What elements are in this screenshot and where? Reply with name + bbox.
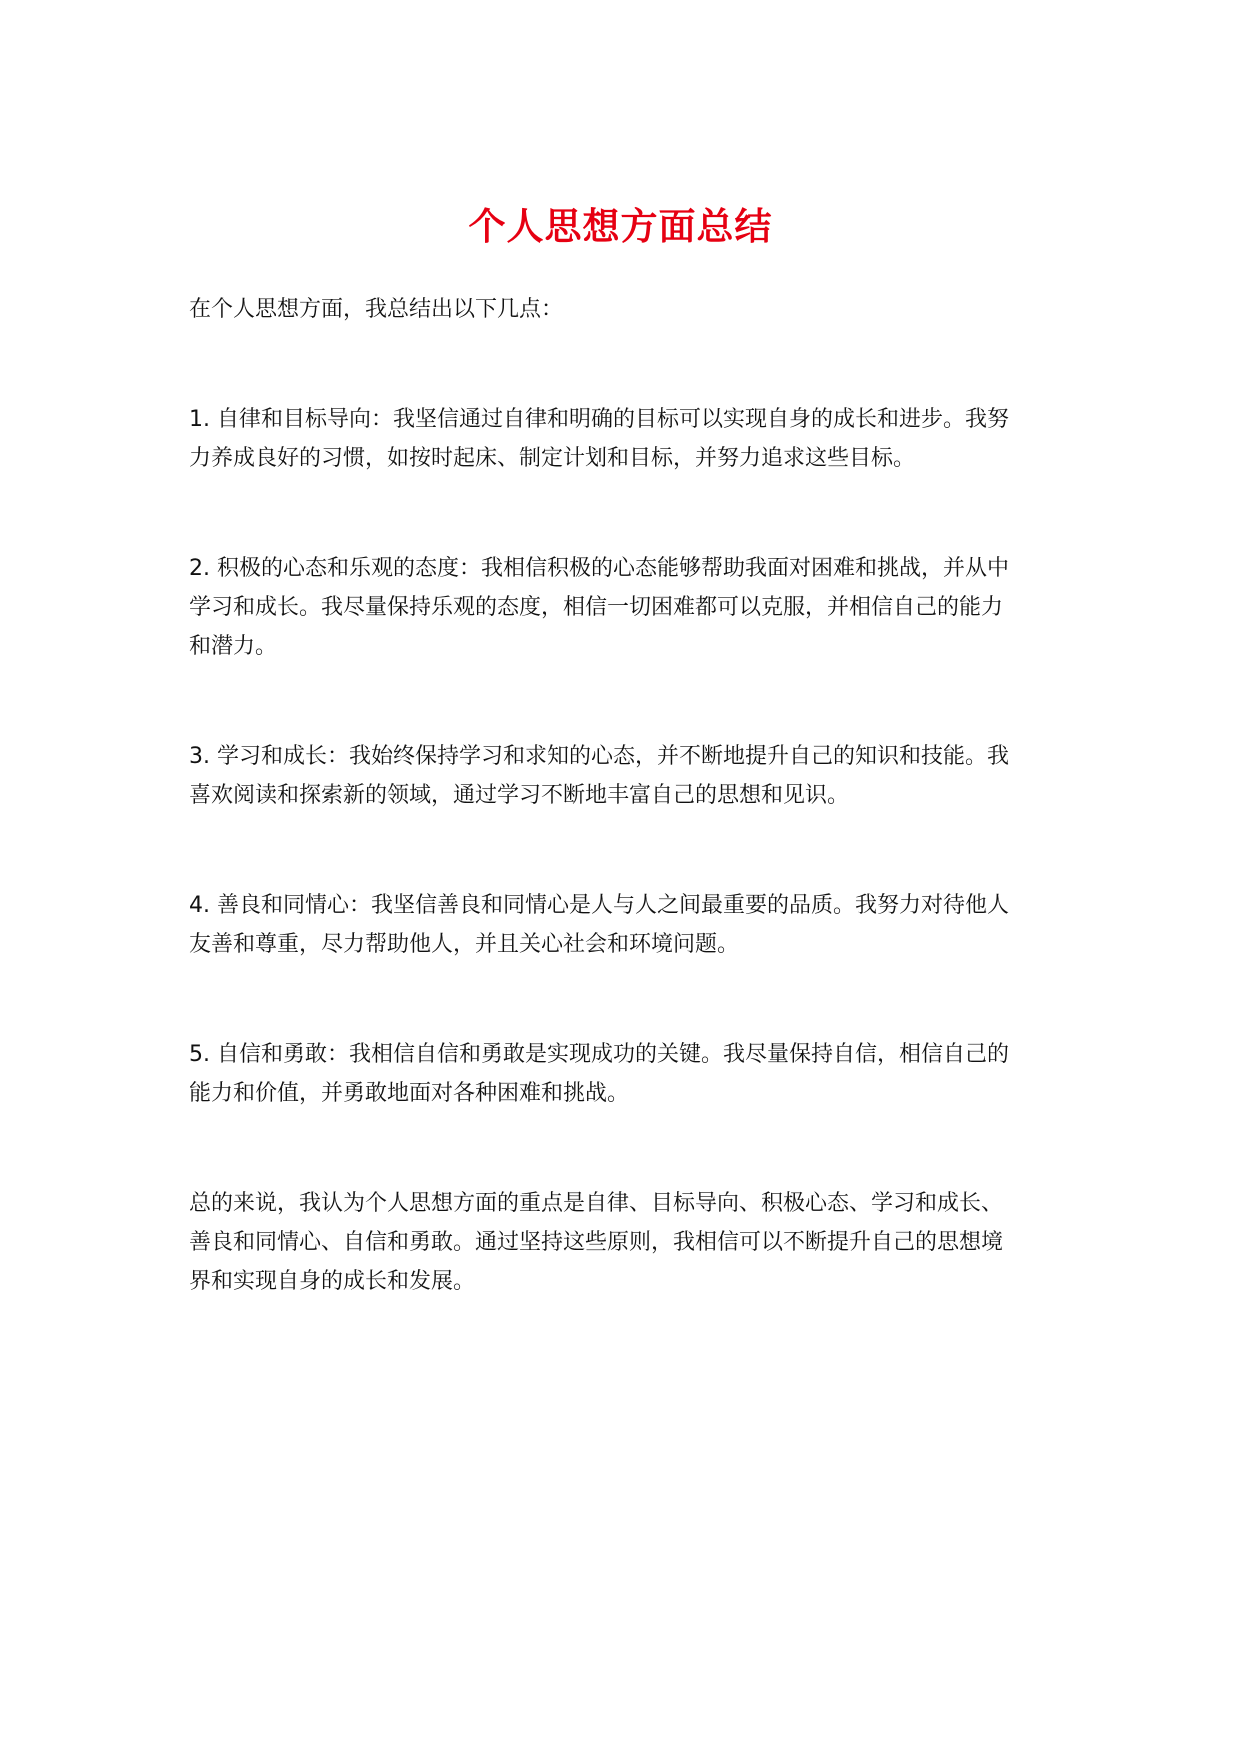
point-3-line-2: 喜欢阅读和探索新的领域，通过学习不断地丰富自己的思想和见识。: [189, 783, 850, 808]
point-4-line-1: 4. 善良和同情心：我坚信善良和同情心是人与人之间最重要的品质。我努力对待他人: [189, 893, 1009, 918]
point-3-paragraph: [189, 737, 1051, 815]
conclusion-line-1: 总的来说，我认为个人思想方面的重点是自律、目标导向、积极心态、学习和成长、: [189, 1191, 1004, 1216]
point-2-paragraph: [189, 549, 1051, 666]
point-5-line-1: 5. 自信和勇敢：我相信自信和勇敢是实现成功的关键。我尽量保持自信，相信自己的: [189, 1042, 1009, 1067]
point-4-line-2: 友善和尊重，尽力帮助他人，并且关心社会和环境问题。: [189, 932, 740, 957]
point-4-paragraph: [189, 886, 1051, 964]
point-1-line-2: 力养成良好的习惯，如按时起床、制定计划和目标，并努力追求这些目标。: [189, 446, 916, 471]
point-1-paragraph: [189, 400, 1051, 478]
point-2-line-1: 2. 积极的心态和乐观的态度：我相信积极的心态能够帮助我面对困难和挑战，并从中: [189, 556, 1009, 581]
point-5-paragraph: [189, 1035, 1051, 1113]
point-2-line-3: 和潜力。: [189, 634, 278, 659]
conclusion-line-2: 善良和同情心、自信和勇敢。通过坚持这些原则，我相信可以不断提升自己的思想境: [189, 1230, 1004, 1255]
point-2-line-2: 学习和成长。我尽量保持乐观的态度，相信一切困难都可以克服，并相信自己的能力: [189, 595, 1004, 620]
point-3-line-1: 3. 学习和成长：我始终保持学习和求知的心态，并不断地提升自己的知识和技能。我: [189, 744, 1009, 769]
intro-paragraph: 在个人思想方面，我总结出以下几点：: [189, 297, 564, 322]
conclusion-paragraph: [189, 1184, 1051, 1301]
conclusion-line-3: 界和实现自身的成长和发展。: [189, 1269, 476, 1294]
point-1-line-1: 1. 自律和目标导向：我坚信通过自律和明确的目标可以实现自身的成长和进步。我努: [189, 407, 1009, 432]
document-title: 个人思想方面总结: [468, 204, 773, 248]
point-5-line-2: 能力和价值，并勇敢地面对各种困难和挑战。: [189, 1081, 630, 1106]
